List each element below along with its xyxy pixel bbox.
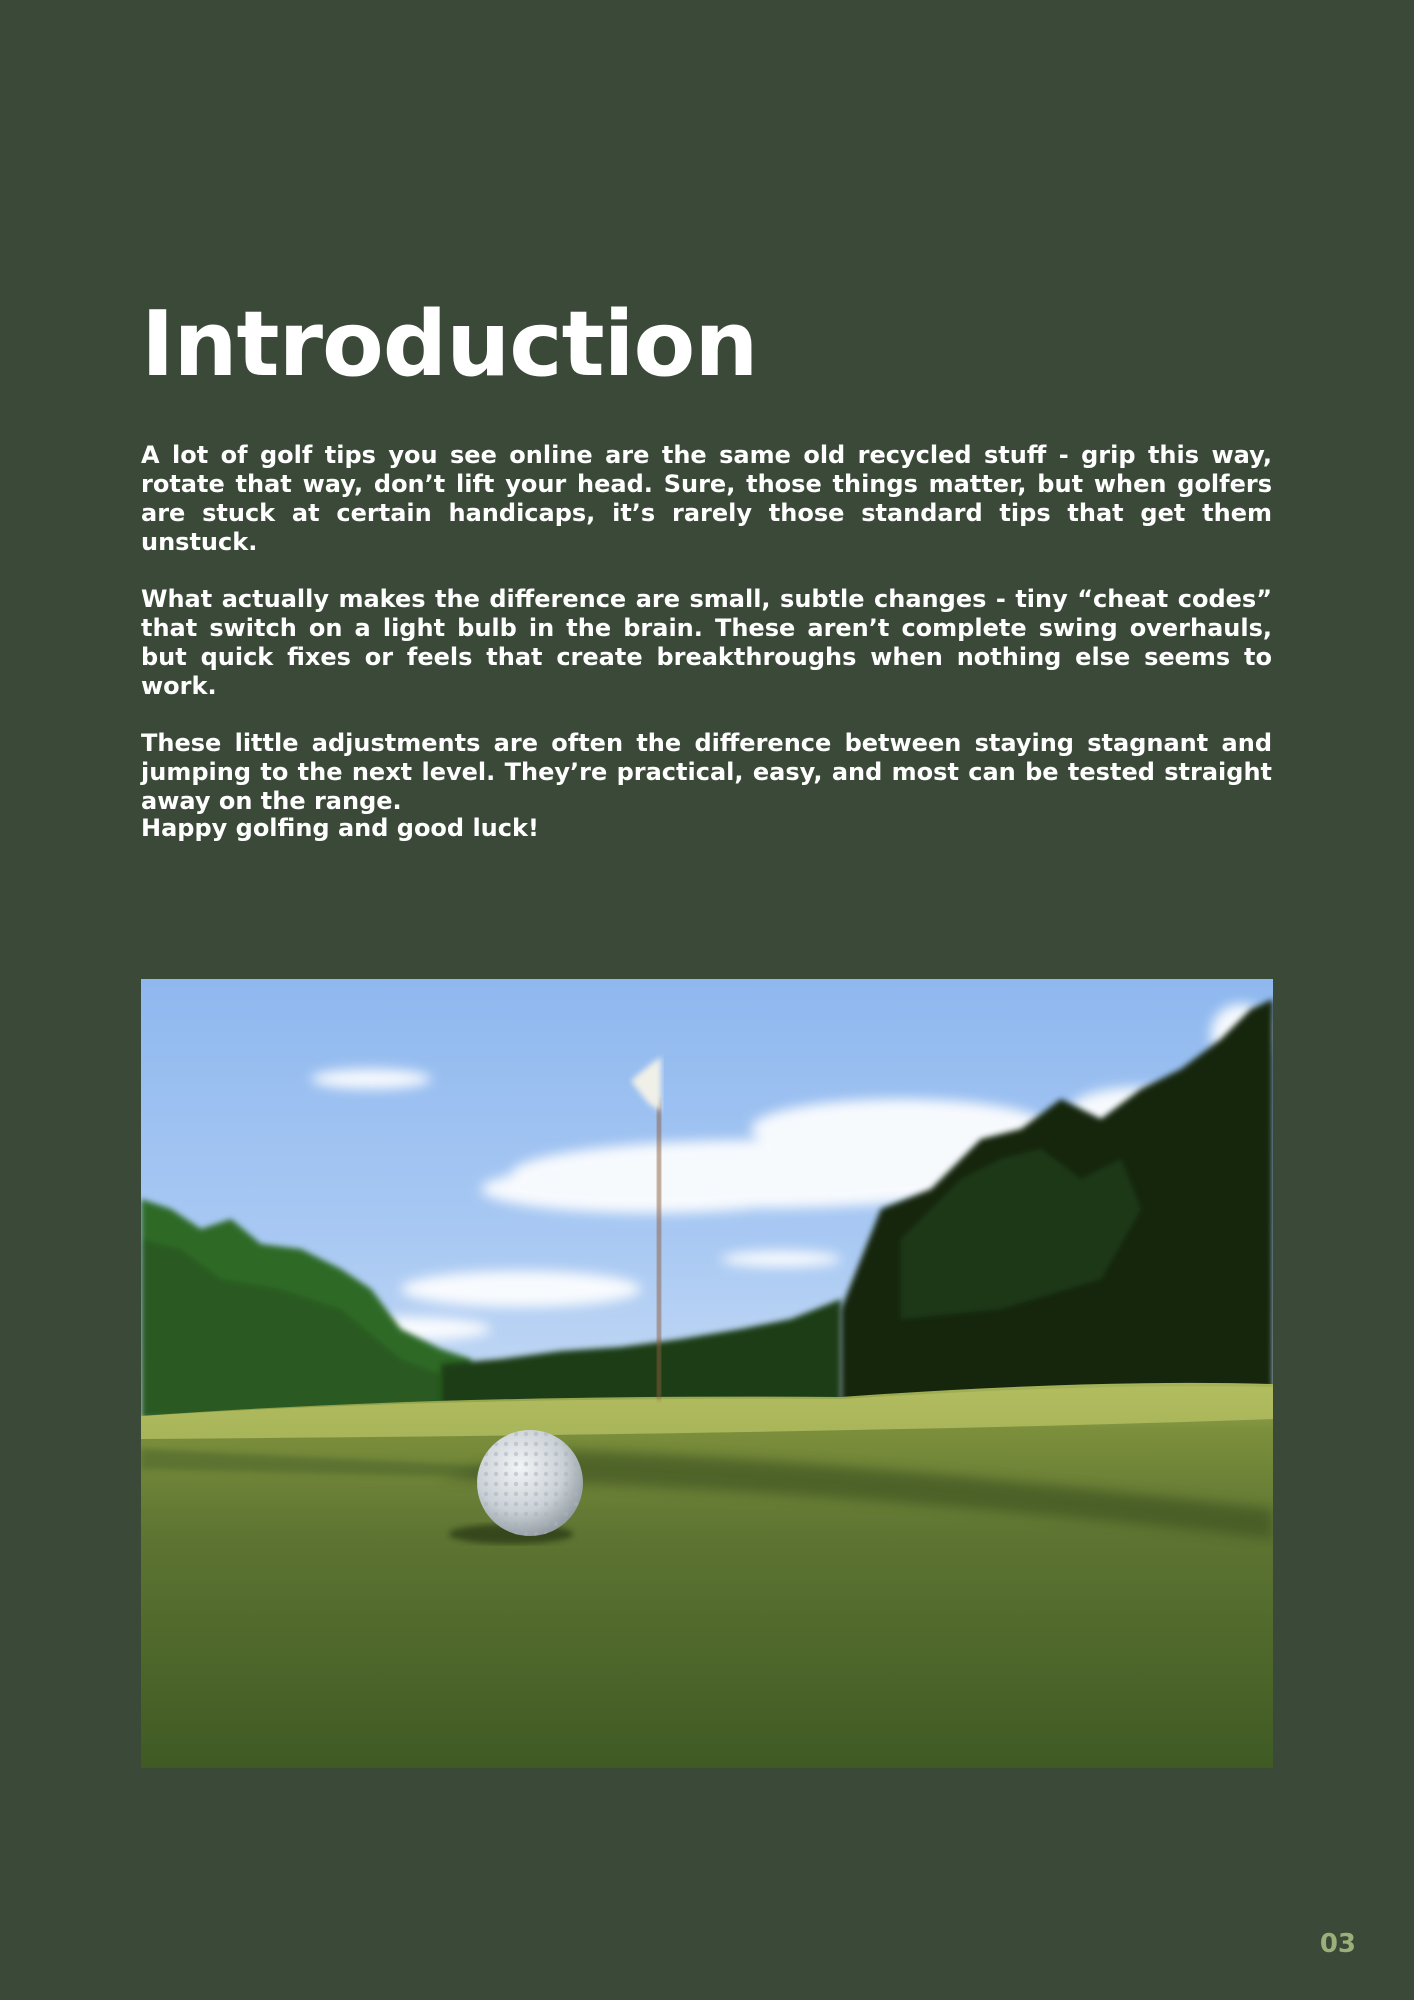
intro-paragraph-3: These little adjustments are often the difference between staying stagnant and jumping to the next level. They’re practical, easy, and most can be tested straight away on the range. (141, 729, 1272, 815)
intro-paragraph-2: What actually makes the difference are small, subtle changes - tiny “cheat codes” that switch on a light bulb in the brain. These aren’t complete swing overhauls, but quick fixes or feels that create breakthroughs when nothing else seems to work. (141, 585, 1272, 700)
closing-line: Happy golfing and good luck! (141, 814, 539, 842)
intro-paragraph-1: A lot of golf tips you see online are the same old recycled stuff - grip this way, rotate that way, don’t lift your head. Sure, those things matter, but when golfers are stuck at certain handicaps, it’s rarely those standard tips that get them unstuck. (141, 441, 1272, 556)
intro-body (141, 441, 1272, 844)
golf-course-photo (141, 979, 1273, 1768)
page-number: 03 (1319, 1929, 1356, 1959)
page-title: Introduction (141, 292, 758, 397)
